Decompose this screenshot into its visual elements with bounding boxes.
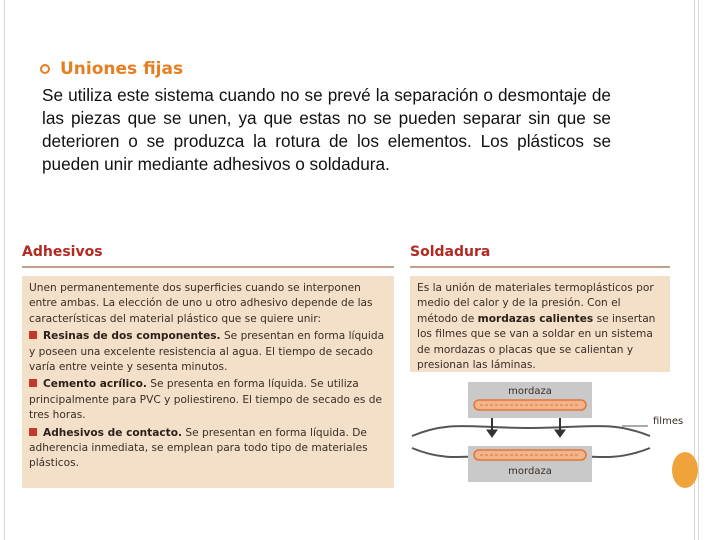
- soldadura-text: Es la unión de materiales termoplásticos por medio del calor y de la presión. Con el método de mordazas calientes se insertan los filmes que se van a soldar en un sistema de mordazas o placas que se calientan y presionan las láminas.: [417, 282, 656, 372]
- adhesivos-panel: [22, 276, 394, 488]
- adhesivos-rule: [22, 266, 394, 268]
- decorative-circle: [672, 452, 698, 488]
- adhesivos-item-resinas: Resinas de dos componentes. Se presentan en forma líquida y poseen una excelente resistencia al agua. El tiempo de secado varía entre veinte y sesenta minutos.: [29, 330, 385, 374]
- title-row: [40, 58, 183, 80]
- top-jaw-label: mordaza: [508, 386, 552, 397]
- square-bullet-icon: [29, 379, 37, 387]
- ring-bullet-icon: [40, 64, 50, 74]
- intro-paragraph: Se utiliza este sistema cuando no se prevé la separación o desmontaje de las piezas que se unen, ya que estas no se pueden separar sin que se deterioren o se produzca la rotura de los elementos. Los plásticos se pueden unir mediante adhesivos o soldadura.: [42, 85, 611, 174]
- soldadura-panel: [410, 276, 670, 372]
- adhesivos-intro: Unen permanentemente dos superficies cuando se interponen entre ambas. La elección de uno u otro adhesivo depende de las características del material plástico que se quiere unir:: [29, 282, 373, 325]
- soldadura-rule: [410, 266, 670, 268]
- bottom-jaw-label: mordaza: [508, 466, 552, 477]
- frame-line-right-inner: [698, 0, 699, 540]
- square-bullet-icon: [29, 428, 37, 436]
- adhesivos-item-contacto: Adhesivos de contacto. Se presentan en forma líquida. De adherencia inmediata, se emplean para todo tipo de materiales plásticos.: [29, 426, 368, 470]
- slide-title: Uniones fijas: [60, 59, 184, 79]
- films-label: filmes: [653, 416, 684, 427]
- adhesivos-heading: Adhesivos: [22, 244, 103, 260]
- mordazas-diagram: [410, 374, 690, 486]
- frame-line-left: [4, 0, 5, 540]
- film-upper: [412, 426, 650, 436]
- soldadura-heading: Soldadura: [410, 244, 491, 260]
- square-bullet-icon: [29, 331, 37, 339]
- adhesivos-item-cemento: Cemento acrílico. Se presenta en forma líquida. Se utiliza principalmente para PVC y poliestireno. El tiempo de secado es de tres horas.: [29, 378, 383, 422]
